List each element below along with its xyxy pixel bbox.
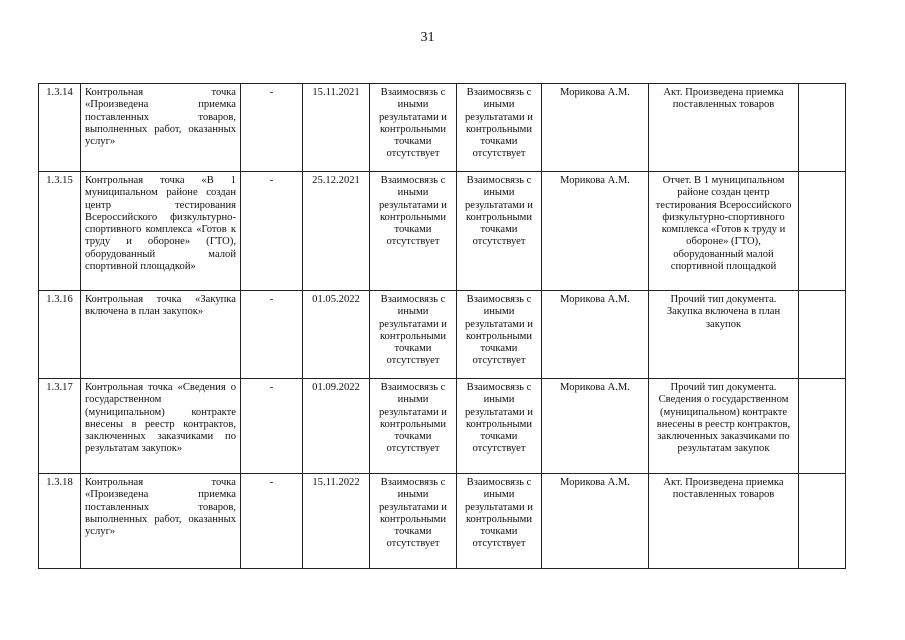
row-number: 1.3.14: [39, 84, 81, 172]
link-next: Взаимосвязь с иными результатами и контрольными точками отсутствует: [457, 291, 542, 379]
responsible-person: Морикова А.М.: [542, 291, 649, 379]
responsible-person: Морикова А.М.: [542, 84, 649, 172]
link-previous: Взаимосвязь с иными результатами и контрольными точками отсутствует: [370, 379, 457, 474]
link-previous: Взаимосвязь с иными результатами и контрольными точками отсутствует: [370, 172, 457, 291]
table-row: [39, 291, 846, 379]
result-document: Отчет. В 1 муниципальном районе создан центр тестирования Всероссийского физкультурно-спортивного комплекса «Готов к труду и обороне» (ГТО), оборудованный малой спортивной площадкой: [649, 172, 799, 291]
result-document: Акт. Произведена приемка поставленных товаров: [649, 474, 799, 569]
result-document: Прочий тип документа. Сведения о государственном (муниципальном) контракте внесены в реестр контрактов, заключенных заказчиками по результатам закупок: [649, 379, 799, 474]
start-date: -: [241, 379, 303, 474]
control-point-name: Контрольная точка «Произведена приемка поставленных товаров, выполненных работ, оказанных услуг»: [81, 474, 241, 569]
link-next: Взаимосвязь с иными результатами и контрольными точками отсутствует: [457, 379, 542, 474]
table-row: [39, 474, 846, 569]
result-document: Акт. Произведена приемка поставленных товаров: [649, 84, 799, 172]
link-next: Взаимосвязь с иными результатами и контрольными точками отсутствует: [457, 474, 542, 569]
extra-cell: [799, 84, 846, 172]
start-date: -: [241, 474, 303, 569]
row-number: 1.3.15: [39, 172, 81, 291]
link-previous: Взаимосвязь с иными результатами и контрольными точками отсутствует: [370, 84, 457, 172]
extra-cell: [799, 379, 846, 474]
link-next: Взаимосвязь с иными результатами и контрольными точками отсутствует: [457, 84, 542, 172]
end-date: 15.11.2022: [303, 474, 370, 569]
row-number: 1.3.18: [39, 474, 81, 569]
row-number: 1.3.16: [39, 291, 81, 379]
row-number: 1.3.17: [39, 379, 81, 474]
end-date: 01.09.2022: [303, 379, 370, 474]
table-row: [39, 84, 846, 172]
control-point-name: Контрольная точка «Произведена приемка поставленных товаров, выполненных работ, оказанных услуг»: [81, 84, 241, 172]
table-row: [39, 379, 846, 474]
start-date: -: [241, 172, 303, 291]
end-date: 15.11.2021: [303, 84, 370, 172]
end-date: 01.05.2022: [303, 291, 370, 379]
table-row: [39, 172, 846, 291]
control-point-name: Контрольная точка «Сведения о государственном (муниципальном) контракте внесены в реестр контрактов, заключенных заказчиками по результатам закупок»: [81, 379, 241, 474]
link-previous: Взаимосвязь с иными результатами и контрольными точками отсутствует: [370, 291, 457, 379]
start-date: -: [241, 291, 303, 379]
control-point-name: Контрольная точка «В 1 муниципальном районе создан центр тестирования Всероссийского физкультурно-спортивного комплекса «Готов к труду и обороне» (ГТО), оборудованный малой спортивной площадкой»: [81, 172, 241, 291]
result-document: Прочий тип документа. Закупка включена в план закупок: [649, 291, 799, 379]
control-points-table: [38, 83, 846, 569]
end-date: 25.12.2021: [303, 172, 370, 291]
link-next: Взаимосвязь с иными результатами и контрольными точками отсутствует: [457, 172, 542, 291]
control-point-name: Контрольная точка «Закупка включена в план закупок»: [81, 291, 241, 379]
extra-cell: [799, 474, 846, 569]
responsible-person: Морикова А.М.: [542, 379, 649, 474]
link-previous: Взаимосвязь с иными результатами и контрольными точками отсутствует: [370, 474, 457, 569]
extra-cell: [799, 172, 846, 291]
start-date: -: [241, 84, 303, 172]
responsible-person: Морикова А.М.: [542, 172, 649, 291]
page-number: 31: [420, 30, 435, 45]
extra-cell: [799, 291, 846, 379]
responsible-person: Морикова А.М.: [542, 474, 649, 569]
